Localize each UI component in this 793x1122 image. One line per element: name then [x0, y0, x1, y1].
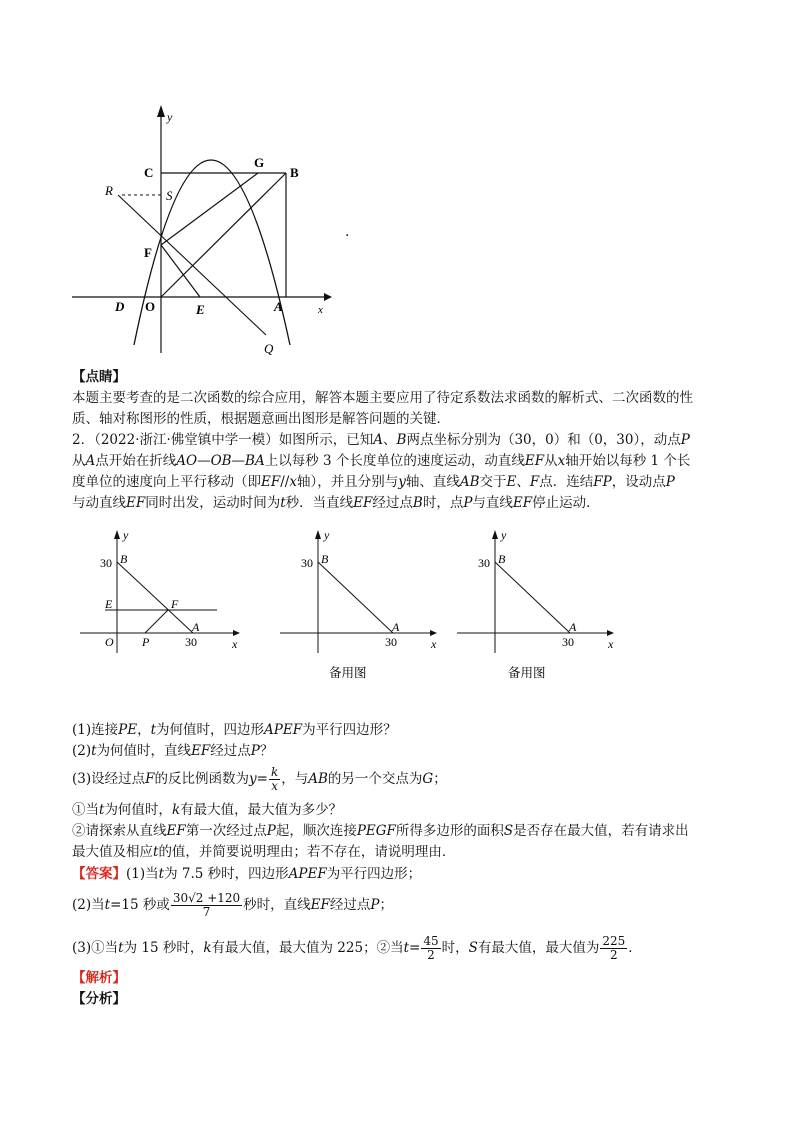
answer-2: (2)当t=15 秒或 $\frac{30√2 +120}{7}$ 秒时，直线EF经过点P；	[72, 891, 393, 919]
svg-text:30: 30	[562, 635, 574, 649]
label-E: E	[196, 302, 205, 317]
svg-text:30: 30	[185, 635, 197, 649]
svg-text:A: A	[392, 620, 400, 634]
problem2-line-3: 度单位的速度向上平行移动（即EF//x轴），并且分别与y轴、直线AB交于E、F点．连结FP，设动点P	[72, 474, 675, 490]
question-3-sub-2-cont: 最大值及相应t的值，并简要说明理由；若不存在，请说明理由．	[72, 844, 456, 860]
figure-1	[75, 525, 250, 660]
svg-text:30: 30	[385, 635, 397, 649]
svg-text:B: B	[498, 552, 506, 566]
problem2-line-1: 2．（2022·浙江·佛堂镇中学一模）如图所示，已知A、B两点坐标分别为（30，0）和（0，30），动点P	[72, 432, 690, 448]
label-O: O	[145, 299, 156, 314]
answer-3: (3)①当t为 15 秒时，k有最大值，最大值为 225；②当t= $\frac{45}{2}$ 时，S有最大值，最大值为 $\frac{225}{2}$ ．	[72, 934, 642, 962]
label-y: y	[167, 110, 173, 124]
label-B: B	[290, 165, 299, 180]
svg-text:F: F	[171, 597, 179, 611]
svg-text:A: A	[192, 620, 200, 634]
problem2-line-2: 从A点开始在折线AO—OB—BA上以每秒 3 个长度单位的速度运动，动直线EF从x轴开始以每秒 1 个长	[72, 453, 691, 469]
svg-text:x: x	[232, 637, 238, 651]
label-F: F	[144, 245, 152, 260]
svg-text:备用图: 备用图	[329, 666, 367, 680]
jiexi-title: 【解析】	[72, 970, 126, 986]
svg-text:B: B	[321, 552, 329, 566]
fenxi-title: 【分析】	[72, 991, 126, 1007]
svg-text:P: P	[142, 635, 150, 649]
label-Q: Q	[264, 341, 274, 356]
label-R: R	[105, 183, 113, 198]
problem2-line-4: 与动直线EF同时出发，运动时间为t秒．当直线EF经过点B时，点P与直线EF停止运动．	[72, 495, 600, 511]
label-S: S	[166, 188, 173, 203]
figure-2	[275, 525, 445, 685]
label-C: C	[144, 165, 154, 180]
label-D: D	[115, 299, 125, 314]
svg-text:B: B	[120, 552, 128, 566]
question-3-sub-2: ②请探索从直线EF第一次经过点P起，顺次连接PEGF所得多边形的面积S是否存在最大值，若有请求出	[72, 823, 689, 839]
answer-1: 【答案】(1)当t为 7.5 秒时，四边形APEF为平行四边形；	[72, 866, 422, 882]
parabola-curve	[134, 160, 290, 345]
dianjing-title: 【点睛】	[72, 369, 126, 385]
question-2: (2)t为何值时，直线EF经过点P？	[72, 743, 274, 759]
parabola-figure	[60, 95, 350, 365]
svg-text:A: A	[569, 620, 577, 634]
question-3: (3)设经过点F的反比例函数为y= $\frac{k}{x}$ ，与AB的另一个交点为G；	[72, 765, 447, 793]
answer-label: 【答案】	[72, 866, 126, 882]
svg-text:y: y	[324, 528, 330, 542]
dianjing-line-2: 质、轴对称图形的性质，根据题意画出图形是解答问题的关键．	[72, 411, 450, 427]
question-1: (1)连接PE，t为何值时，四边形APEF为平行四边形？	[72, 722, 397, 738]
figure-3	[452, 525, 622, 685]
svg-text:x: x	[431, 637, 437, 651]
label-x: x	[318, 304, 323, 316]
svg-text:E: E	[105, 597, 113, 611]
svg-text:30: 30	[301, 556, 313, 570]
dianjing-line-1: 本题主要考查的是二次函数的综合应用，解答本题主要应用了待定系数法求函数的解析式、二次函数的性	[72, 390, 693, 406]
svg-text:O: O	[105, 635, 114, 649]
svg-text:y: y	[123, 528, 129, 542]
svg-text:x: x	[608, 637, 614, 651]
label-A: A	[274, 299, 283, 314]
svg-text:备用图: 备用图	[508, 666, 546, 680]
trailing-dot: .	[345, 224, 350, 240]
label-G: G	[254, 155, 265, 170]
svg-text:30: 30	[478, 556, 490, 570]
question-3-sub-1: ①当t为何值时，k有最大值，最大值为多少？	[72, 802, 343, 818]
svg-text:30: 30	[100, 556, 112, 570]
svg-text:y: y	[501, 528, 507, 542]
